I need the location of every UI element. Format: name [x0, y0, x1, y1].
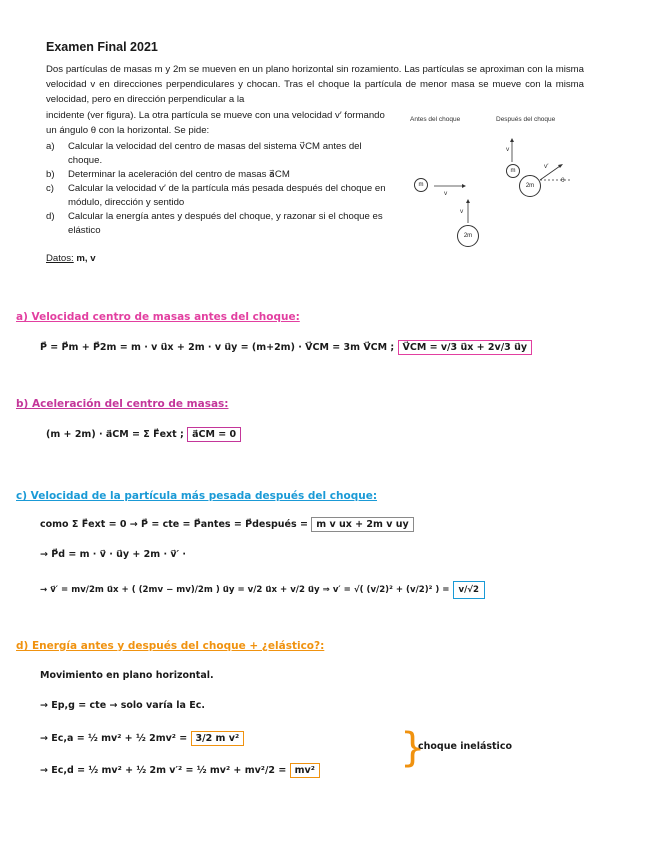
conclusion-note: choque inelástico: [418, 741, 512, 752]
v-label-m-after: v: [506, 146, 510, 153]
v-prime-label: v′: [544, 163, 549, 170]
datos: [46, 253, 96, 264]
result-b-box: a⃗CM = 0: [187, 427, 241, 442]
question-text: Calcular la velocidad del centro de masas del sistema v⃗CM antes del choque.: [68, 141, 362, 166]
result-c3-box: v/√2: [453, 581, 485, 599]
equation-a: [40, 340, 532, 355]
heading-d: d) Energía antes y después del choque + ¿elástico?:: [16, 640, 325, 652]
equation-c1: [40, 517, 414, 532]
equation-c3: [40, 581, 485, 599]
arrow-2m-after: [540, 166, 560, 180]
question-letter: a): [46, 141, 55, 152]
problem-intro-continued: incidente (ver figura). La otra partícula se mueve con una velocidad v′ formando un ángulo θ con la horizontal. Se pide:: [46, 110, 385, 137]
problem-intro: Dos partículas de masas m y 2m se mueven en un plano horizontal sin rozamiento. Las partículas se aproximan con la misma velocidad v en direcciones perpendiculares y chocan. Tras el choque la partícula de menor masa se mueve con la misma velocidad, pero en dirección perpendicular a la: [46, 64, 584, 106]
question-text: Calcular la energía antes y después del choque, y razonar si el choque es elástico: [68, 211, 383, 236]
line-d3-text: → Ec,a = ½ mv² + ½ 2mv² =: [40, 733, 188, 744]
result-d4-box: mv²: [290, 763, 320, 778]
v-label-2m-before: v: [460, 208, 464, 215]
question-list: [46, 140, 396, 238]
result-c1-box: m v ux + 2m v uy: [311, 517, 413, 532]
exam-title: Examen Final 2021: [46, 40, 158, 54]
equation-c2: [40, 549, 186, 560]
curly-brace: }: [400, 725, 426, 771]
after-label: Después del choque: [496, 116, 556, 123]
question-c: [46, 182, 396, 210]
result-a-box: V⃗CM = v/3 u⃗x + 2v/3 u⃗y: [398, 340, 533, 355]
question-letter: d): [46, 211, 55, 222]
equation-b: [46, 427, 241, 442]
equation-c3-text: → v⃗′ = mv/2m u⃗x + ( (2mv − mv)/2m ) u⃗y = v/2 u⃗x + v/2 u⃗y ⇒ v′ = √( (v/2)² + (v/2)² ) =: [40, 585, 450, 595]
question-d: [46, 210, 396, 238]
line-d1: Movimiento en plano horizontal.: [40, 670, 214, 681]
v-label-m-before: v: [444, 190, 448, 197]
question-a: [46, 140, 396, 168]
question-letter: c): [46, 183, 54, 194]
particle-m-after: m: [506, 164, 520, 178]
datos-label: Datos:: [46, 253, 74, 264]
equation-a-text: P⃗ = P⃗m + P⃗2m = m · v u⃗x + 2m · v u⃗y = (m+2m) · V⃗CM = 3m V⃗CM ;: [40, 342, 395, 353]
particle-2m-after: 2m: [519, 175, 541, 197]
line-d3: [40, 731, 244, 746]
heading-a: a) Velocidad centro de masas antes del choque:: [16, 311, 300, 323]
collision-figure: [400, 128, 590, 253]
line-d4: [40, 763, 320, 778]
line-d4-text: → Ec,d = ½ mv² + ½ 2m v′² = ½ mv² + mv²/2 =: [40, 765, 287, 776]
equation-c2-text: → P⃗d = m · v⃗ · u⃗y + 2m · v⃗′ ·: [40, 549, 187, 560]
question-text: Determinar la aceleración del centro de masas a⃗CM: [68, 169, 290, 180]
datos-value: m, v: [76, 253, 96, 264]
question-text: Calcular la velocidad v′ de la partícula más pesada después del choque en módulo, dirección y sentido: [68, 183, 386, 208]
question-b: [46, 168, 396, 182]
before-label: Antes del choque: [410, 116, 461, 123]
theta-label: θ: [561, 177, 565, 184]
equation-c1-text: como Σ F⃗ext = 0 → P⃗ = cte = P⃗antes = P⃗después =: [40, 519, 308, 530]
line-d2: → Ep,g = cte → solo varía la Ec.: [40, 700, 205, 711]
equation-b-text: (m + 2m) · a⃗CM = Σ F⃗ext ;: [46, 429, 184, 440]
heading-c: c) Velocidad de la partícula más pesada después del choque:: [16, 490, 378, 502]
question-letter: b): [46, 169, 55, 180]
particle-2m-before: 2m: [457, 225, 479, 247]
particle-m-before: m: [414, 178, 428, 192]
result-d3-box: 3/2 m v²: [191, 731, 245, 746]
heading-b: b) Aceleración del centro de masas:: [16, 398, 229, 410]
